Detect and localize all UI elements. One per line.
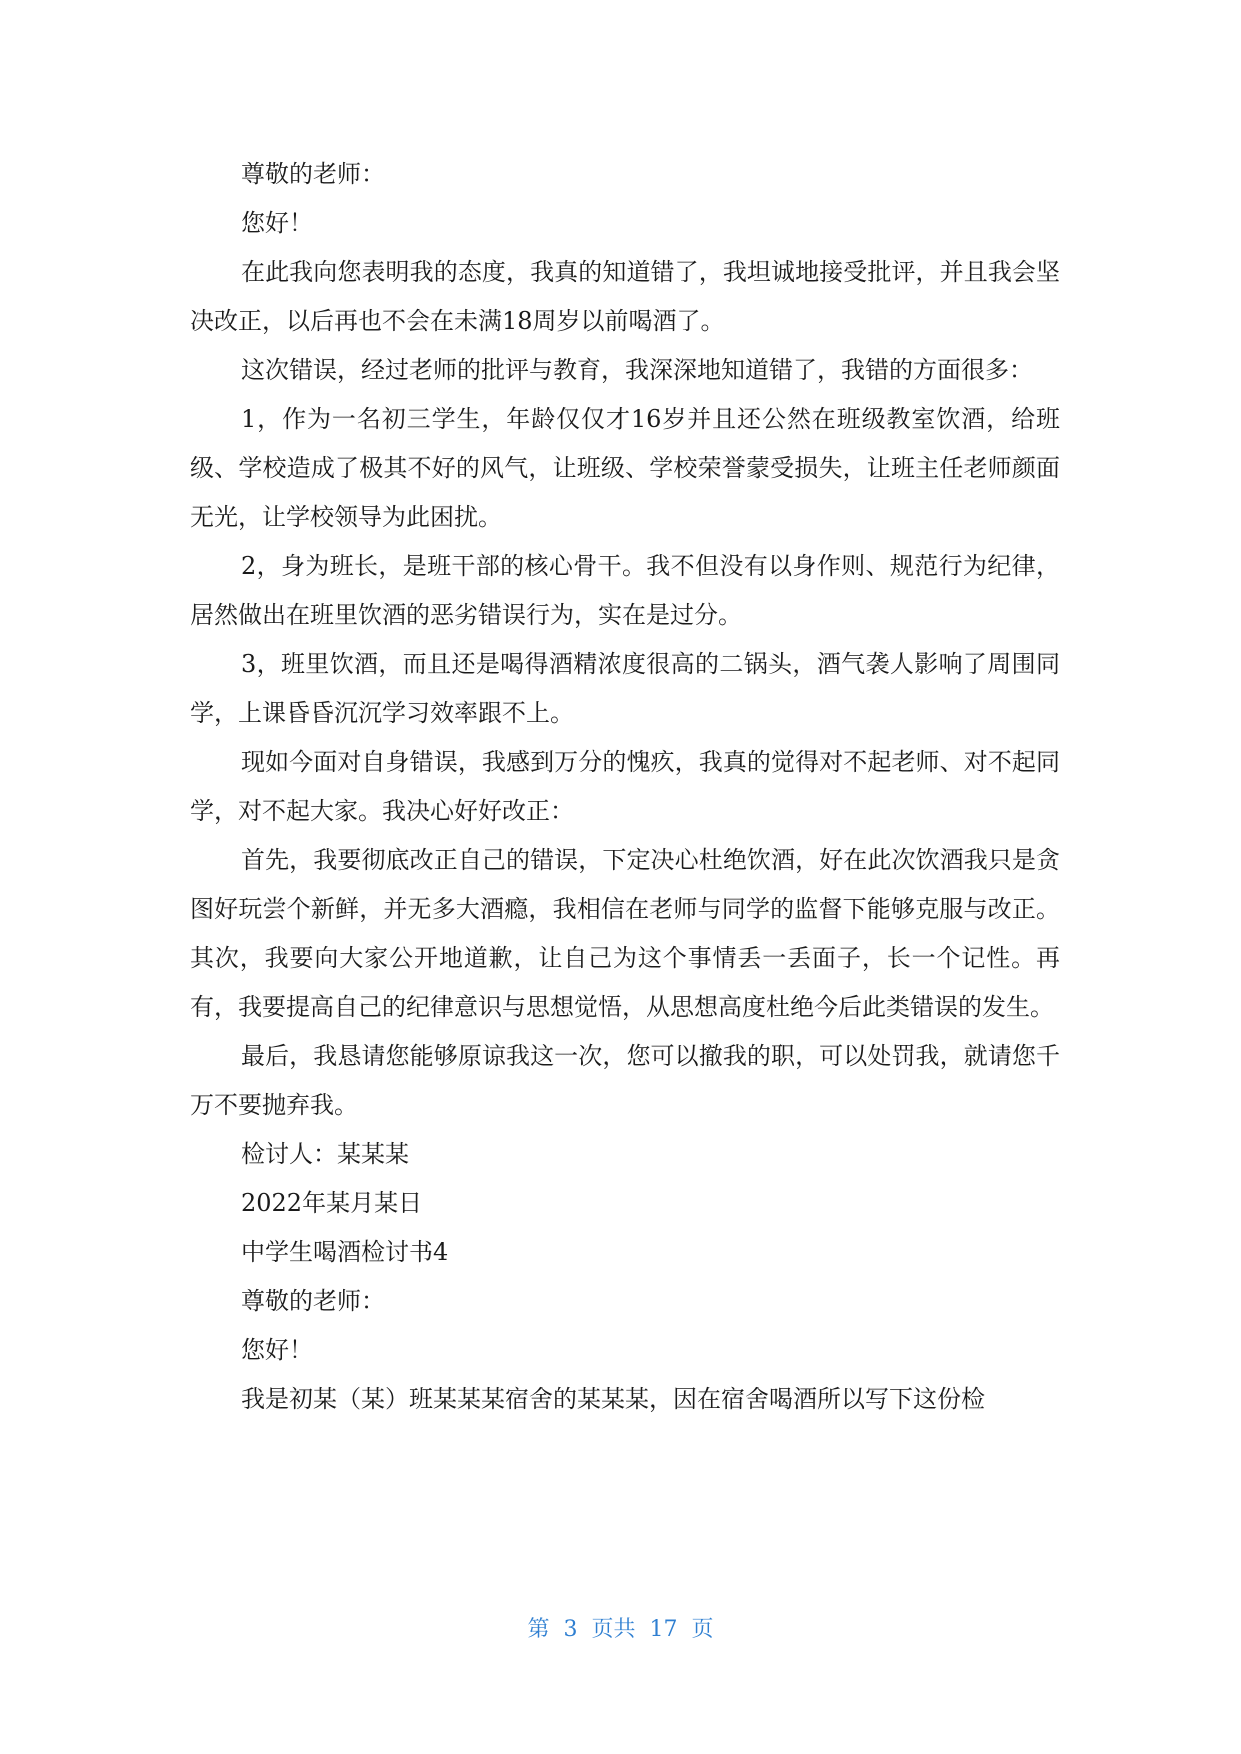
paragraph: 我是初某（某）班某某某宿舍的某某某，因在宿舍喝酒所以写下这份检 bbox=[241, 1385, 985, 1413]
section-title: 中学生喝酒检讨书4 bbox=[241, 1238, 449, 1266]
salutation: 尊敬的老师： bbox=[241, 160, 385, 188]
paragraph: 首先，我要彻底改正自己的错误，下定决心杜绝饮酒，好在此次饮酒我只是贪图好玩尝个新鲜，并无多大酒瘾，我相信在老师与同学的监督下能够克服与改正。其次，我要向大家公开地道歉，让自己为这个事情丢一丢面子，长一个记性。再有，我要提高自己的纪律意识与思想觉悟，从思想高度杜绝今后此类错误的发生。 bbox=[190, 846, 1060, 1021]
paragraph: 1，作为一名初三学生，年龄仅仅才16岁并且还公然在班级教室饮酒，给班级、学校造成了极其不好的风气，让班级、学校荣誉蒙受损失，让班主任老师颜面无光，让学校领导为此困扰。 bbox=[190, 405, 1060, 531]
date-line: 2022年某月某日 bbox=[241, 1189, 423, 1217]
greeting: 您好！ bbox=[241, 1336, 313, 1364]
footer-current-page: 3 bbox=[563, 1617, 578, 1642]
footer-label-of: 页共 bbox=[591, 1617, 636, 1642]
page-footer bbox=[0, 1612, 1241, 1643]
salutation: 尊敬的老师： bbox=[241, 1287, 385, 1315]
paragraph: 3，班里饮酒，而且还是喝得酒精浓度很高的二锅头，酒气袭人影响了周围同学，上课昏昏沉沉学习效率跟不上。 bbox=[190, 650, 1060, 727]
footer-label-page: 第 bbox=[527, 1617, 550, 1642]
paragraph: 在此我向您表明我的态度，我真的知道错了，我坦诚地接受批评，并且我会坚决改正，以后再也不会在未满18周岁以前喝酒了。 bbox=[190, 258, 1060, 335]
footer-total-pages: 17 bbox=[649, 1617, 678, 1642]
paragraph: 最后，我恳请您能够原谅我这一次，您可以撤我的职，可以处罚我，就请您千万不要抛弃我。 bbox=[190, 1042, 1060, 1119]
paragraph: 2，身为班长，是班干部的核心骨干。我不但没有以身作则、规范行为纪律，居然做出在班里饮酒的恶劣错误行为，实在是过分。 bbox=[190, 552, 1060, 629]
document-body bbox=[190, 150, 1060, 1424]
paragraph: 这次错误，经过老师的批评与教育，我深深地知道错了，我错的方面很多： bbox=[241, 356, 1033, 384]
footer-label-end: 页 bbox=[691, 1617, 714, 1642]
greeting: 您好！ bbox=[241, 209, 313, 237]
signature-line: 检讨人：某某某 bbox=[241, 1140, 409, 1168]
paragraph: 现如今面对自身错误，我感到万分的愧疚，我真的觉得对不起老师、对不起同学，对不起大家。我决心好好改正： bbox=[190, 748, 1060, 825]
